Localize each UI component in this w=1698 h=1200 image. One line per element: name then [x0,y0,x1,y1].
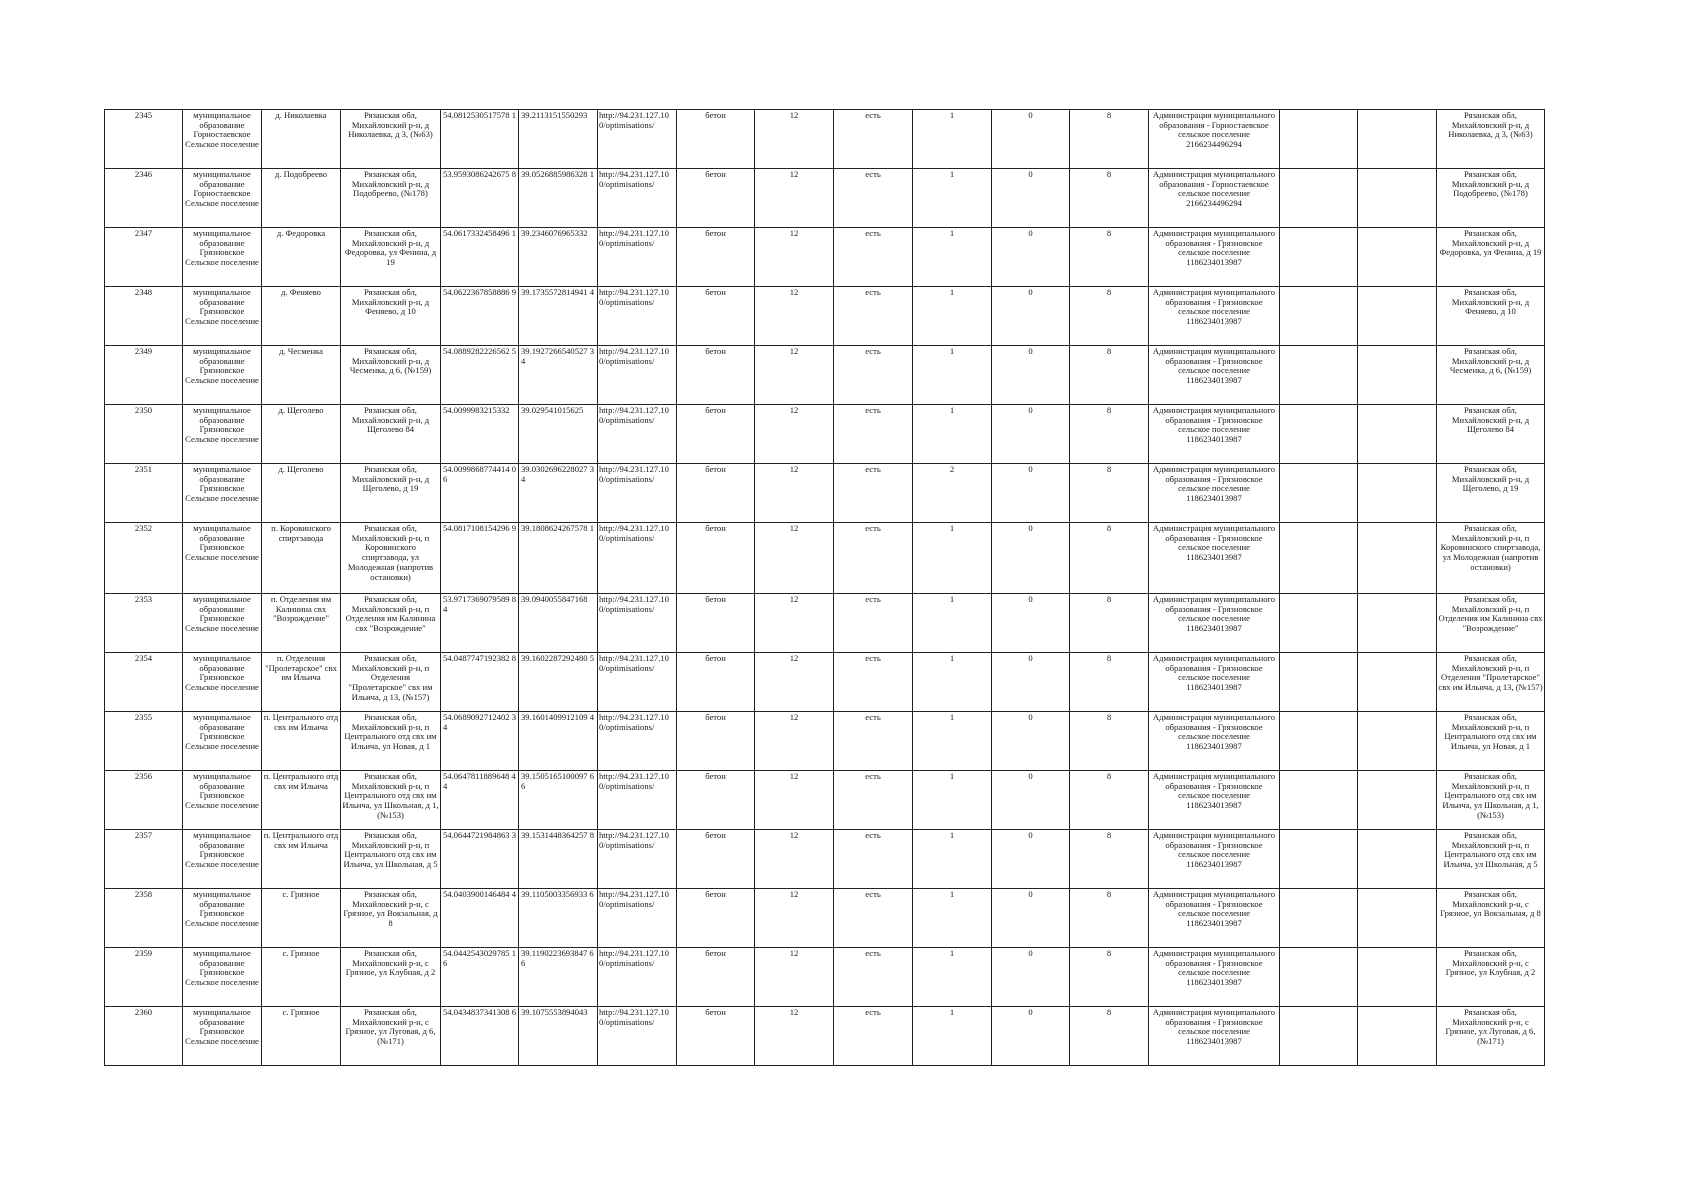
area-cell: 12 [755,464,834,523]
longitude-cell: 39.1602287292480 5 [519,653,598,712]
area-cell: 12 [755,169,834,228]
locality-cell: п. Коровинского спиртзавода [262,523,341,594]
empty-cell [1280,889,1358,948]
empty-cell [1358,830,1437,889]
empty-cell [1280,110,1358,169]
row-number: 2352 [105,523,183,594]
bulky-waste-cell: 0 [992,464,1070,523]
latitude-cell: 54.0099983215332 [441,405,519,464]
bins-count-cell: 1 [913,228,992,287]
locality-cell: с. Грязное [262,889,341,948]
address-cell: Рязанская обл, Михайловский р-н, д Щеголево, д 19 [341,464,441,523]
municipality-cell: муниципальное образование Горностаевское Сельское поселение [183,110,262,169]
empty-cell [1280,594,1358,653]
longitude-cell: 39.0526885986328 1 [519,169,598,228]
owner-cell: Администрация муниципального образования - Грязновское сельское поселение 1186234013987 [1149,287,1280,346]
longitude-cell: 39.2113151550293 [519,110,598,169]
bulky-waste-cell: 0 [992,889,1070,948]
link-cell: http://94.231.127.10 0/optimisations/ [598,1007,677,1066]
municipality-cell: муниципальное образование Грязновское Сельское поселение [183,346,262,405]
bulky-waste-cell: 0 [992,948,1070,1007]
longitude-cell: 39.1808624267578 1 [519,523,598,594]
fence-cell: есть [834,346,913,405]
locality-cell: д. Николаевка [262,110,341,169]
empty-cell [1280,830,1358,889]
surface-cell: бетон [677,830,755,889]
empty-cell [1280,1007,1358,1066]
owner-cell: Администрация муниципального образования - Грязновское сельское поселение 1186234013987 [1149,1007,1280,1066]
served-address-cell: Рязанская обл, Михайловский р-н, д Федоровка, ул Фенина, д 19 [1437,228,1545,287]
address-cell: Рязанская обл, Михайловский р-н, д Феняево, д 10 [341,287,441,346]
municipality-cell: муниципальное образование Грязновское Сельское поселение [183,771,262,830]
empty-cell [1358,110,1437,169]
latitude-cell: 53.9593086242675 8 [441,169,519,228]
volume-cell: 8 [1070,228,1149,287]
volume-cell: 8 [1070,830,1149,889]
bulky-waste-cell: 0 [992,169,1070,228]
bulky-waste-cell: 0 [992,228,1070,287]
volume-cell: 8 [1070,523,1149,594]
longitude-cell: 39.1531448364257 8 [519,830,598,889]
registry-table [104,109,1545,1066]
row-number: 2349 [105,346,183,405]
surface-cell: бетон [677,594,755,653]
owner-cell: Администрация муниципального образования - Грязновское сельское поселение 1186234013987 [1149,653,1280,712]
address-cell: Рязанская обл, Михайловский р-н, д Чесменка, д 6, (№159) [341,346,441,405]
area-cell: 12 [755,653,834,712]
locality-cell: д. Подобреево [262,169,341,228]
longitude-cell: 39.0302696228027 34 [519,464,598,523]
address-cell: Рязанская обл, Михайловский р-н, п Отделения "Пролетарское" свх им Ильича, д 13, (№157) [341,653,441,712]
address-cell: Рязанская обл, Михайловский р-н, п Центрального отд свх им Ильича, ул Школьная, д 5 [341,830,441,889]
longitude-cell: 39.2346076965332 [519,228,598,287]
municipality-cell: муниципальное образование Грязновское Сельское поселение [183,712,262,771]
volume-cell: 8 [1070,169,1149,228]
owner-cell: Администрация муниципального образования - Грязновское сельское поселение 1186234013987 [1149,523,1280,594]
empty-cell [1358,169,1437,228]
fence-cell: есть [834,1007,913,1066]
empty-cell [1280,653,1358,712]
owner-cell: Администрация муниципального образования - Грязновское сельское поселение 1186234013987 [1149,948,1280,1007]
municipality-cell: муниципальное образование Грязновское Сельское поселение [183,830,262,889]
area-cell: 12 [755,771,834,830]
fence-cell: есть [834,948,913,1007]
volume-cell: 8 [1070,346,1149,405]
table-row [105,346,1545,405]
volume-cell: 8 [1070,464,1149,523]
municipality-cell: муниципальное образование Горностаевское Сельское поселение [183,169,262,228]
owner-cell: Администрация муниципального образования - Горностаевское сельское поселение 2166234496294 [1149,110,1280,169]
longitude-cell: 39.1190223693847 66 [519,948,598,1007]
link-cell: http://94.231.127.10 0/optimisations/ [598,346,677,405]
table-row [105,464,1545,523]
owner-cell: Администрация муниципального образования - Горностаевское сельское поселение 2166234496294 [1149,169,1280,228]
latitude-cell: 54.0644721984863 3 [441,830,519,889]
served-address-cell: Рязанская обл, Михайловский р-н, с Грязное, ул Вокзальная, д 8 [1437,889,1545,948]
surface-cell: бетон [677,110,755,169]
area-cell: 12 [755,948,834,1007]
surface-cell: бетон [677,287,755,346]
row-number: 2345 [105,110,183,169]
longitude-cell: 39.1105003356933 6 [519,889,598,948]
address-cell: Рязанская обл, Михайловский р-н, п Коровинского спиртзавода, ул Молодежная (напротив остановки) [341,523,441,594]
bulky-waste-cell: 0 [992,594,1070,653]
fence-cell: есть [834,464,913,523]
bulky-waste-cell: 0 [992,653,1070,712]
link-cell: http://94.231.127.10 0/optimisations/ [598,594,677,653]
bulky-waste-cell: 0 [992,405,1070,464]
longitude-cell: 39.1735572814941 4 [519,287,598,346]
bins-count-cell: 1 [913,523,992,594]
link-cell: http://94.231.127.10 0/optimisations/ [598,169,677,228]
empty-cell [1358,405,1437,464]
row-number: 2356 [105,771,183,830]
owner-cell: Администрация муниципального образования - Грязновское сельское поселение 1186234013987 [1149,712,1280,771]
fence-cell: есть [834,594,913,653]
fence-cell: есть [834,830,913,889]
served-address-cell: Рязанская обл, Михайловский р-н, п Центрального отд свх им Ильича, ул Школьная, д 1, (№153) [1437,771,1545,830]
bulky-waste-cell: 0 [992,523,1070,594]
empty-cell [1280,771,1358,830]
bulky-waste-cell: 0 [992,1007,1070,1066]
fence-cell: есть [834,523,913,594]
latitude-cell: 54.0434837341308 6 [441,1007,519,1066]
address-cell: Рязанская обл, Михайловский р-н, д Федоровка, ул Фенина, д 19 [341,228,441,287]
area-cell: 12 [755,523,834,594]
empty-cell [1358,653,1437,712]
fence-cell: есть [834,889,913,948]
empty-cell [1358,1007,1437,1066]
row-number: 2353 [105,594,183,653]
volume-cell: 8 [1070,653,1149,712]
locality-cell: д. Щеголево [262,405,341,464]
link-cell: http://94.231.127.10 0/optimisations/ [598,287,677,346]
surface-cell: бетон [677,464,755,523]
table-row [105,405,1545,464]
surface-cell: бетон [677,653,755,712]
bins-count-cell: 1 [913,830,992,889]
area-cell: 12 [755,287,834,346]
latitude-cell: 54.0487747192382 8 [441,653,519,712]
latitude-cell: 54.0812530517578 1 [441,110,519,169]
longitude-cell: 39.1927266540527 34 [519,346,598,405]
area-cell: 12 [755,346,834,405]
link-cell: http://94.231.127.10 0/optimisations/ [598,228,677,287]
surface-cell: бетон [677,771,755,830]
locality-cell: д. Федоровка [262,228,341,287]
row-number: 2359 [105,948,183,1007]
surface-cell: бетон [677,889,755,948]
bins-count-cell: 1 [913,889,992,948]
address-cell: Рязанская обл, Михайловский р-н, д Подобреево, (№178) [341,169,441,228]
volume-cell: 8 [1070,110,1149,169]
table-row [105,830,1545,889]
surface-cell: бетон [677,405,755,464]
surface-cell: бетон [677,712,755,771]
latitude-cell: 53.9717369079589 84 [441,594,519,653]
served-address-cell: Рязанская обл, Михайловский р-н, с Грязное, ул Луговая, д 6, (№171) [1437,1007,1545,1066]
row-number: 2346 [105,169,183,228]
bins-count-cell: 1 [913,287,992,346]
link-cell: http://94.231.127.10 0/optimisations/ [598,830,677,889]
longitude-cell: 39.0940055847168 [519,594,598,653]
table-row [105,228,1545,287]
owner-cell: Администрация муниципального образования - Грязновское сельское поселение 1186234013987 [1149,830,1280,889]
table-row [105,110,1545,169]
fence-cell: есть [834,653,913,712]
volume-cell: 8 [1070,1007,1149,1066]
empty-cell [1280,464,1358,523]
area-cell: 12 [755,110,834,169]
address-cell: Рязанская обл, Михайловский р-н, с Грязное, ул Клубная, д 2 [341,948,441,1007]
empty-cell [1358,771,1437,830]
served-address-cell: Рязанская обл, Михайловский р-н, с Грязное, ул Клубная, д 2 [1437,948,1545,1007]
row-number: 2350 [105,405,183,464]
latitude-cell: 54.0442543029785 16 [441,948,519,1007]
table-row [105,712,1545,771]
table-row [105,948,1545,1007]
area-cell: 12 [755,830,834,889]
surface-cell: бетон [677,169,755,228]
municipality-cell: муниципальное образование Грязновское Сельское поселение [183,405,262,464]
surface-cell: бетон [677,523,755,594]
owner-cell: Администрация муниципального образования - Грязновское сельское поселение 1186234013987 [1149,405,1280,464]
surface-cell: бетон [677,346,755,405]
latitude-cell: 54.0622367858886 9 [441,287,519,346]
fence-cell: есть [834,228,913,287]
row-number: 2354 [105,653,183,712]
link-cell: http://94.231.127.10 0/optimisations/ [598,889,677,948]
served-address-cell: Рязанская обл, Михайловский р-н, п Центрального отд свх им Ильича, ул Школьная, д 5 [1437,830,1545,889]
table-row [105,653,1545,712]
longitude-cell: 39.1075553894043 [519,1007,598,1066]
table-row [105,889,1545,948]
link-cell: http://94.231.127.10 0/optimisations/ [598,464,677,523]
link-cell: http://94.231.127.10 0/optimisations/ [598,948,677,1007]
latitude-cell: 54.0817108154296 9 [441,523,519,594]
address-cell: Рязанская обл, Михайловский р-н, д Николаевка, д 3, (№63) [341,110,441,169]
area-cell: 12 [755,228,834,287]
link-cell: http://94.231.127.10 0/optimisations/ [598,110,677,169]
empty-cell [1358,948,1437,1007]
fence-cell: есть [834,110,913,169]
served-address-cell: Рязанская обл, Михайловский р-н, д Щеголево, д 19 [1437,464,1545,523]
area-cell: 12 [755,594,834,653]
longitude-cell: 39.1601409912109 4 [519,712,598,771]
latitude-cell: 54.0617332458496 1 [441,228,519,287]
latitude-cell: 54.0889282226562 5 [441,346,519,405]
table-row [105,771,1545,830]
municipality-cell: муниципальное образование Грязновское Сельское поселение [183,653,262,712]
served-address-cell: Рязанская обл, Михайловский р-н, д Феняево, д 10 [1437,287,1545,346]
area-cell: 12 [755,405,834,464]
fence-cell: есть [834,712,913,771]
volume-cell: 8 [1070,948,1149,1007]
volume-cell: 8 [1070,771,1149,830]
volume-cell: 8 [1070,889,1149,948]
municipality-cell: муниципальное образование Грязновское Сельское поселение [183,948,262,1007]
bulky-waste-cell: 0 [992,346,1070,405]
latitude-cell: 54.0689092712402 34 [441,712,519,771]
bins-count-cell: 1 [913,594,992,653]
served-address-cell: Рязанская обл, Михайловский р-н, д Чесменка, д 6, (№159) [1437,346,1545,405]
municipality-cell: муниципальное образование Грязновское Сельское поселение [183,287,262,346]
municipality-cell: муниципальное образование Грязновское Сельское поселение [183,464,262,523]
empty-cell [1358,889,1437,948]
locality-cell: д. Чесменка [262,346,341,405]
bins-count-cell: 2 [913,464,992,523]
row-number: 2348 [105,287,183,346]
latitude-cell: 54.0099868774414 06 [441,464,519,523]
locality-cell: с. Грязное [262,1007,341,1066]
owner-cell: Администрация муниципального образования - Грязновское сельское поселение 1186234013987 [1149,228,1280,287]
bulky-waste-cell: 0 [992,110,1070,169]
row-number: 2358 [105,889,183,948]
owner-cell: Администрация муниципального образования - Грязновское сельское поселение 1186234013987 [1149,464,1280,523]
volume-cell: 8 [1070,405,1149,464]
fence-cell: есть [834,405,913,464]
area-cell: 12 [755,1007,834,1066]
served-address-cell: Рязанская обл, Михайловский р-н, п Отделения "Пролетарское" свх им Ильича, д 13, (№157) [1437,653,1545,712]
address-cell: Рязанская обл, Михайловский р-н, д Щеголево 84 [341,405,441,464]
table-row [105,1007,1545,1066]
empty-cell [1358,594,1437,653]
address-cell: Рязанская обл, Михайловский р-н, п Центрального отд свх им Ильича, ул Новая, д 1 [341,712,441,771]
latitude-cell: 54.0647811889648 44 [441,771,519,830]
area-cell: 12 [755,712,834,771]
bins-count-cell: 1 [913,653,992,712]
surface-cell: бетон [677,948,755,1007]
empty-cell [1280,948,1358,1007]
bulky-waste-cell: 0 [992,830,1070,889]
fence-cell: есть [834,287,913,346]
served-address-cell: Рязанская обл, Михайловский р-н, д Николаевка, д 3, (№63) [1437,110,1545,169]
empty-cell [1280,346,1358,405]
bins-count-cell: 1 [913,712,992,771]
address-cell: Рязанская обл, Михайловский р-н, п Отделения им Калинина свх "Возрождение" [341,594,441,653]
served-address-cell: Рязанская обл, Михайловский р-н, п Центрального отд свх им Ильича, ул Новая, д 1 [1437,712,1545,771]
municipality-cell: муниципальное образование Грязновское Сельское поселение [183,228,262,287]
link-cell: http://94.231.127.10 0/optimisations/ [598,712,677,771]
owner-cell: Администрация муниципального образования - Грязновское сельское поселение 1186234013987 [1149,889,1280,948]
table-row [105,169,1545,228]
bins-count-cell: 1 [913,346,992,405]
table-row [105,523,1545,594]
volume-cell: 8 [1070,287,1149,346]
bins-count-cell: 1 [913,1007,992,1066]
owner-cell: Администрация муниципального образования - Грязновское сельское поселение 1186234013987 [1149,771,1280,830]
locality-cell: п. Центрального отд свх им Ильича [262,830,341,889]
surface-cell: бетон [677,228,755,287]
owner-cell: Администрация муниципального образования - Грязновское сельское поселение 1186234013987 [1149,346,1280,405]
longitude-cell: 39.1505165100097 66 [519,771,598,830]
address-cell: Рязанская обл, Михайловский р-н, с Грязное, ул Вокзальная, д 8 [341,889,441,948]
bulky-waste-cell: 0 [992,771,1070,830]
bins-count-cell: 1 [913,110,992,169]
municipality-cell: муниципальное образование Грязновское Сельское поселение [183,1007,262,1066]
served-address-cell: Рязанская обл, Михайловский р-н, д Щеголево 84 [1437,405,1545,464]
link-cell: http://94.231.127.10 0/optimisations/ [598,523,677,594]
locality-cell: с. Грязное [262,948,341,1007]
row-number: 2347 [105,228,183,287]
empty-cell [1280,712,1358,771]
owner-cell: Администрация муниципального образования - Грязновское сельское поселение 1186234013987 [1149,594,1280,653]
address-cell: Рязанская обл, Михайловский р-н, п Центрального отд свх им Ильича, ул Школьная, д 1, (№153) [341,771,441,830]
locality-cell: п. Отделения "Пролетарское" свх им Ильича [262,653,341,712]
volume-cell: 8 [1070,712,1149,771]
area-cell: 12 [755,889,834,948]
municipality-cell: муниципальное образование Грязновское Сельское поселение [183,594,262,653]
bins-count-cell: 1 [913,948,992,1007]
longitude-cell: 39.029541015625 [519,405,598,464]
bins-count-cell: 1 [913,771,992,830]
bulky-waste-cell: 0 [992,287,1070,346]
bins-count-cell: 1 [913,405,992,464]
fence-cell: есть [834,771,913,830]
bulky-waste-cell: 0 [992,712,1070,771]
locality-cell: п. Отделения им Калинина свх "Возрождение" [262,594,341,653]
surface-cell: бетон [677,1007,755,1066]
row-number: 2351 [105,464,183,523]
volume-cell: 8 [1070,594,1149,653]
locality-cell: д. Щеголево [262,464,341,523]
empty-cell [1358,464,1437,523]
municipality-cell: муниципальное образование Грязновское Сельское поселение [183,889,262,948]
served-address-cell: Рязанская обл, Михайловский р-н, п Коровинского спиртзавода, ул Молодежная (напротив остановки) [1437,523,1545,594]
row-number: 2360 [105,1007,183,1066]
table-row [105,287,1545,346]
locality-cell: п. Центрального отд свх им Ильича [262,771,341,830]
fence-cell: есть [834,169,913,228]
empty-cell [1358,712,1437,771]
locality-cell: д. Феняево [262,287,341,346]
served-address-cell: Рязанская обл, Михайловский р-н, д Подобреево, (№178) [1437,169,1545,228]
empty-cell [1358,287,1437,346]
table-row [105,594,1545,653]
row-number: 2355 [105,712,183,771]
link-cell: http://94.231.127.10 0/optimisations/ [598,653,677,712]
row-number: 2357 [105,830,183,889]
empty-cell [1280,228,1358,287]
empty-cell [1358,523,1437,594]
address-cell: Рязанская обл, Михайловский р-н, с Грязное, ул Луговая, д 6, (№171) [341,1007,441,1066]
empty-cell [1280,169,1358,228]
served-address-cell: Рязанская обл, Михайловский р-н, п Отделения им Калинина свх "Возрождение" [1437,594,1545,653]
empty-cell [1358,346,1437,405]
latitude-cell: 54.0403900146484 4 [441,889,519,948]
municipality-cell: муниципальное образование Грязновское Сельское поселение [183,523,262,594]
empty-cell [1280,405,1358,464]
empty-cell [1280,287,1358,346]
link-cell: http://94.231.127.10 0/optimisations/ [598,405,677,464]
empty-cell [1358,228,1437,287]
empty-cell [1280,523,1358,594]
link-cell: http://94.231.127.10 0/optimisations/ [598,771,677,830]
locality-cell: п. Центрального отд свх им Ильича [262,712,341,771]
bins-count-cell: 1 [913,169,992,228]
